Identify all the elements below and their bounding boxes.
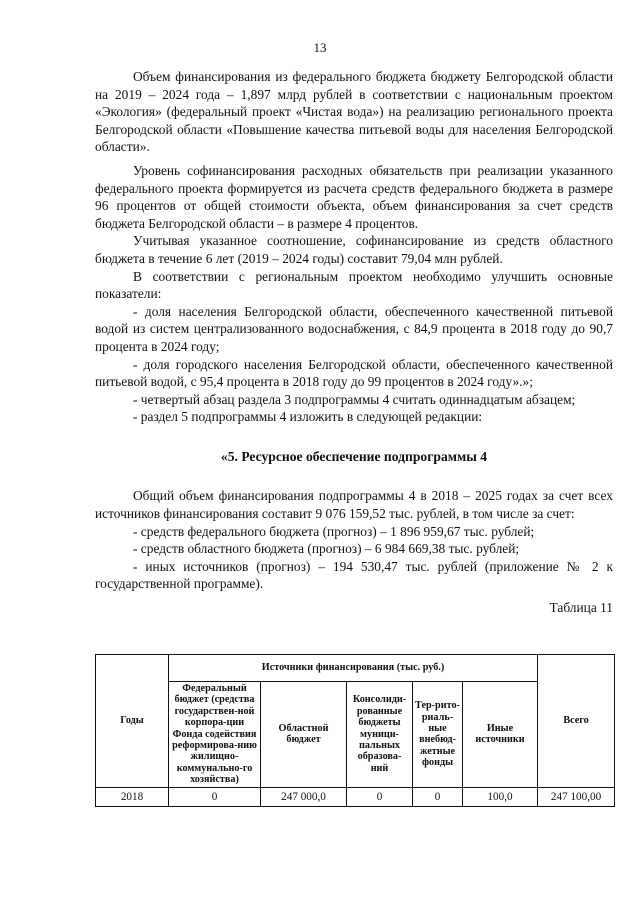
funding-source-item: - средств областного бюджета (прогноз) – 6 984 669,38 тыс. рублей; <box>133 541 520 557</box>
header-total: Всего <box>538 655 615 788</box>
amendment-item: - раздел 5 подпрограммы 4 изложить в следующей редакции: <box>133 409 483 425</box>
cell-other: 100,0 <box>463 787 538 806</box>
cell-territorial: 0 <box>413 787 463 806</box>
funding-source-item: - средств федерального бюджета (прогноз) – 1 896 959,67 тыс. рублей; <box>133 523 535 539</box>
funding-source-item: - иных источников (прогноз) – 194 530,47 тыс. рублей (приложение № 2 к государственной программе). <box>95 558 613 592</box>
cell-municipal: 0 <box>347 787 413 806</box>
financing-table <box>95 654 615 807</box>
cell-federal: 0 <box>169 787 261 806</box>
header-federal-budget: Федеральный бюджет (средства государствен-ной корпора-ции Фонда содействия реформирова-нию жилищно-коммунально-го хозяйства) <box>169 682 261 788</box>
document-body <box>95 68 613 617</box>
header-regional-budget: Областной бюджет <box>261 682 347 788</box>
page-number: 13 <box>313 40 327 55</box>
header-other-sources: Иные источники <box>463 682 538 788</box>
section-heading: «5. Ресурсное обеспечение подпрограммы 4 <box>220 448 488 464</box>
table-label: Таблица 11 <box>549 600 613 616</box>
amendment-item: - четвертый абзац раздела 3 подпрограммы 4 считать одиннадцатым абзацем; <box>133 391 576 407</box>
cell-regional: 247 000,0 <box>261 787 347 806</box>
indicator-item: - доля городского населения Белгородской области, обеспеченного качественной питьевой водой, с 95,4 процента в 2018 году до 99 процентов в 2024 году».»; <box>95 356 613 390</box>
header-municipal-budgets: Консолиди-рованные бюджеты муници-пальных образова-ний <box>347 682 413 788</box>
header-territorial-funds: Тер-рито-риаль-ные внебюд-жетные фонды <box>413 682 463 788</box>
header-years: Годы <box>96 655 169 788</box>
header-financing-sources: Источники финансирования (тыс. руб.) <box>169 655 538 682</box>
cell-total: 247 100,00 <box>538 787 615 806</box>
paragraph-regional-cofinancing: Учитывая указанное соотношение, софинансирование из средств областного бюджета в течение 6 лет (2019 – 2024 годы) составит 79,04 млн рублей. <box>95 233 613 266</box>
table-row <box>96 787 615 806</box>
paragraph-cofinancing-level: Уровень софинансирования расходных обязательств при реализации указанного федерального проекта формируется из расчета средств федерального бюджета в размере 96 процентов от общей стоимости объекта, объем финансирования за счет средств бюджета Белгородской области – в размере 4 процентов. <box>95 162 613 231</box>
paragraph-total-volume: Общий объем финансирования подпрограммы 4 в 2018 – 2025 годах за счет всех источников финансирования составит 9 076 159,52 тыс. рублей, в том числе за счет: <box>95 488 613 522</box>
cell-year: 2018 <box>96 787 169 806</box>
paragraph-indicators-intro: В соответствии с региональным проектом необходимо улучшить основные показатели: <box>95 268 613 302</box>
indicator-item: - доля населения Белгородской области, обеспеченного качественной питьевой водой из систем централизованного водоснабжения, с 84,9 процента в 2018 году до 90,7 процента в 2024 году; <box>95 303 613 354</box>
paragraph-federal-funding: Объем финансирования из федерального бюджета бюджету Белгородской области на 2019 – 2024 года – 1,897 млрд рублей в соответствии с национальным проектом «Экология» (федеральный проект «Чистая вода») на реализацию регионального проекта Белгородской области «Повышение качества питьевой воды для населения Белгородской области». <box>95 69 613 155</box>
